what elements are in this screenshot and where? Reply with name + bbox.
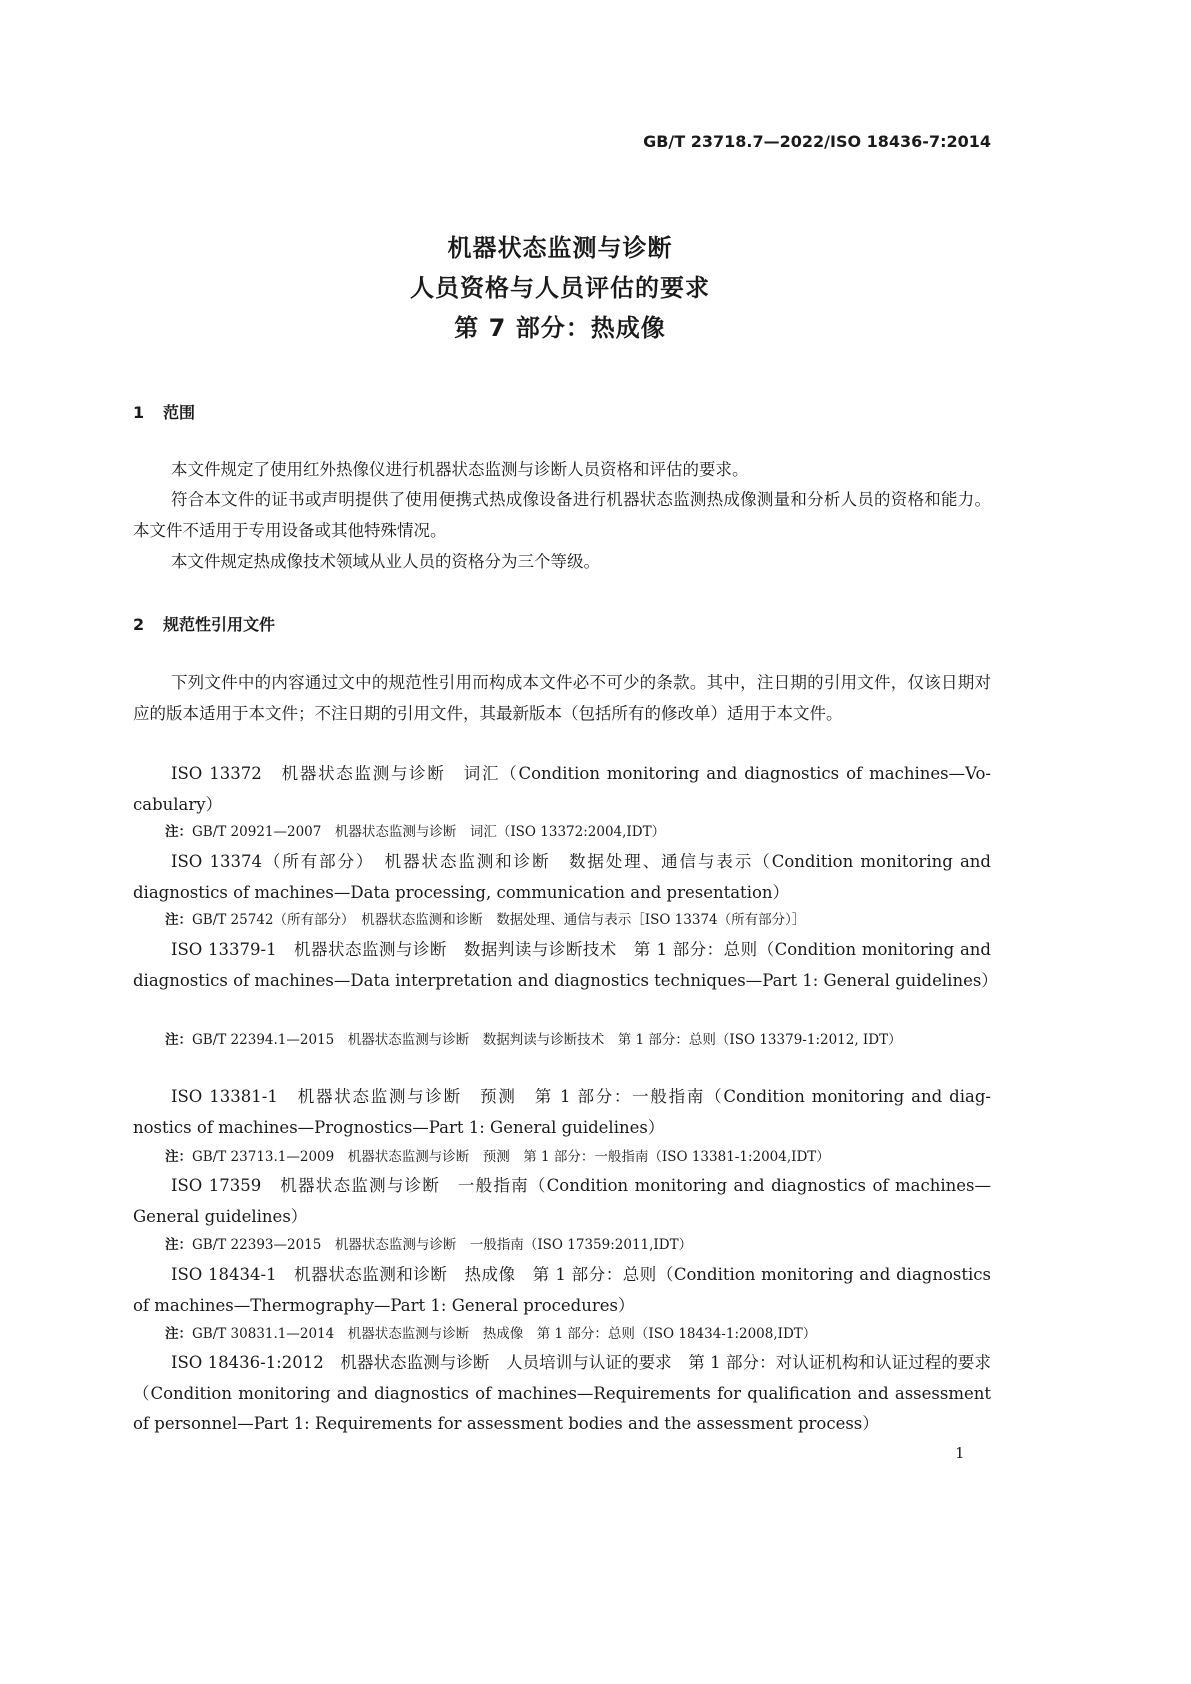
- note-label: 注：: [165, 912, 192, 928]
- scope-paragraph: 本文件规定热成像技术领域从业人员的资格分为三个等级。: [170, 552, 600, 571]
- reference-note: [165, 1231, 1021, 1259]
- scope-paragraph: 本文件规定了使用红外热像仪进行机器状态监测与诊断人员资格和评估的要求。: [170, 460, 749, 479]
- document-header: GB/T 23718.7—2022/ISO 18436-7:2014: [643, 132, 991, 151]
- note-label: 注：: [165, 824, 192, 840]
- note-text: GB/T 20921—2007 机器状态监测与诊断 词汇（ISO 13372:2004,IDT）: [192, 824, 666, 840]
- reference-item: ISO 18434-1 机器状态监测和诊断 热成像 第 1 部分：总则（Condition monitoring and diagnostics of machines—Thermography—Part 1: General procedures）: [133, 1265, 991, 1315]
- page-number: 1: [955, 1444, 965, 1462]
- reference-item: ISO 13379-1 机器状态监测与诊断 数据判读与诊断技术 第 1 部分：总则（Condition monitoring and diagnostics of machines—Data interpretation and diagnostics techniques—Part 1: General guidelines）: [133, 940, 998, 990]
- note-label: 注：: [165, 1149, 192, 1165]
- reference-item: ISO 18436-1:2012 机器状态监测与诊断 人员培训与认证的要求 第 1 部分：对认证机构和认证过程的要求（Condition monitoring and diagnostics of machines—Requirements for qualification and assessment of personnel—Part 1: Requirements for assessment bodies and the assessment process）: [133, 1353, 991, 1433]
- reference-note: [165, 818, 1021, 846]
- section-heading-references: [133, 612, 275, 635]
- note-text: GB/T 25742（所有部分） 机器状态监测和诊断 数据处理、通信与表示［ISO 13374（所有部分）］: [192, 912, 806, 928]
- note-label: 注：: [165, 1326, 192, 1342]
- section-number: 2: [133, 615, 145, 634]
- note-text: GB/T 22394.1—2015 机器状态监测与诊断 数据判读与诊断技术 第 1 部分：总则（ISO 13379-1:2012, IDT）: [192, 1032, 902, 1048]
- title-line-3: 第 7 部分：热成像: [454, 314, 666, 342]
- note-text: GB/T 23713.1—2009 机器状态监测与诊断 预测 第 1 部分：一般指南（ISO 13381-1:2004,IDT）: [192, 1149, 830, 1165]
- title-line-2: 人员资格与人员评估的要求: [410, 274, 710, 302]
- scope-paragraph: 符合本文件的证书或声明提供了使用便携式热成像设备进行机器状态监测热成像测量和分析人员的资格和能力。本文件不适用于专用设备或其他特殊情况。: [133, 490, 991, 540]
- references-intro: 下列文件中的内容通过文中的规范性引用而构成本文件必不可少的条款。其中，注日期的引用文件，仅该日期对应的版本适用于本文件；不注日期的引用文件，其最新版本（包括所有的修改单）适用于本文件。: [133, 673, 991, 723]
- section-title: 规范性引用文件: [163, 615, 276, 634]
- reference-note: [165, 1320, 1021, 1348]
- section-title: 范围: [163, 403, 196, 422]
- reference-item: ISO 13381-1 机器状态监测与诊断 预测 第 1 部分：一般指南（Condition monitoring and diagnostics of machines—Prognostics—Part 1: General guidelines）: [133, 1087, 991, 1137]
- note-text: GB/T 30831.1—2014 机器状态监测与诊断 热成像 第 1 部分：总则（ISO 18434-1:2008,IDT）: [192, 1326, 817, 1342]
- reference-item: ISO 13374（所有部分） 机器状态监测和诊断 数据处理、通信与表示（Condition monitoring and diagnostics of machines—Data processing, communication and presentation）: [133, 852, 991, 902]
- reference-note: [165, 1026, 1021, 1054]
- reference-note: [165, 1143, 1021, 1171]
- section-number: 1: [133, 403, 145, 422]
- title-line-1: 机器状态监测与诊断: [447, 234, 673, 262]
- note-label: 注：: [165, 1237, 192, 1253]
- note-text: GB/T 22393—2015 机器状态监测与诊断 一般指南（ISO 17359:2011,IDT）: [192, 1237, 693, 1253]
- reference-note: [165, 906, 1021, 934]
- section-heading-scope: [133, 400, 195, 423]
- reference-item: ISO 13372 机器状态监测与诊断 词汇（Condition monitoring and diagnostics of machines—Vocabulary）: [133, 764, 991, 814]
- note-label: 注：: [165, 1032, 192, 1048]
- reference-item: ISO 17359 机器状态监测与诊断 一般指南（Condition monitoring and diagnostics of machines—General guidelines）: [133, 1176, 991, 1226]
